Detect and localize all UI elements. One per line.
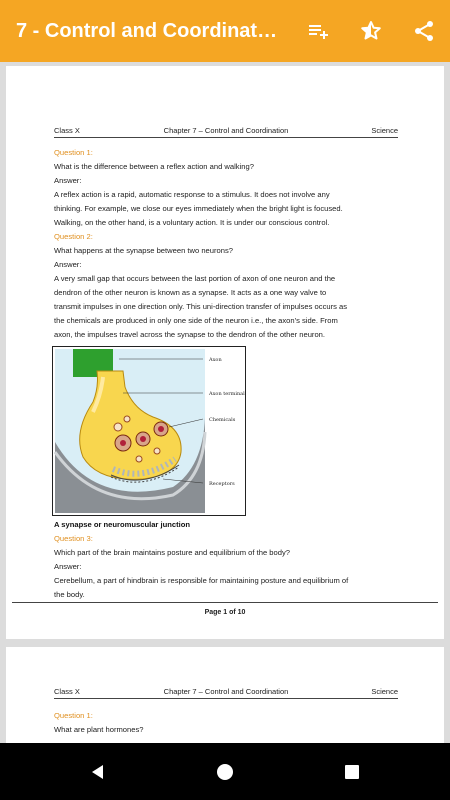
pdf-viewer[interactable] [0,62,450,743]
share-icon[interactable] [410,17,438,45]
figure-label-axon-terminal: Axon terminal [209,391,245,397]
answer-line: A very small gap that occurs between the last portion of axon of one neuron and the [54,274,336,283]
answer-label: Answer: [54,176,82,185]
question-label: Question 1: [54,711,93,720]
page-footer: Page 1 of 10 [12,602,438,616]
synapse-figure [52,346,246,516]
figure-label-chemicals: Chemicals [209,417,236,423]
question-label: Question 3: [54,534,93,543]
answer-label: Answer: [54,260,82,269]
question-text: What is the difference between a reflex action and walking? [54,162,254,171]
pdf-page-1 [6,66,444,639]
answer-line: Walking, on the other hand, is a voluntary action. It is under our conscious control. [54,218,330,227]
answer-label: Answer: [54,562,82,571]
playlist-add-icon[interactable] [304,17,332,45]
question-text: What are plant hormones? [54,725,144,734]
home-icon[interactable] [215,762,235,782]
answer-line: axon, the impulses travel across the synapse to the dendron of the other neuron. [54,330,326,339]
back-icon[interactable] [88,762,108,782]
system-nav-bar [0,743,450,800]
answer-line: Cerebellum, a part of hindbrain is responsible for maintaining posture and equilibrium of [54,576,349,585]
figure-caption: A synapse or neuromuscular junction [54,520,191,529]
document-title: 7 - Control and Coordinat… [16,19,278,42]
header-subject: Science [371,687,398,696]
page-header [54,126,398,138]
question-text: What happens at the synapse between two neurons? [54,246,233,255]
pdf-page-2 [6,647,444,743]
figure-label-receptors: Receptors [209,481,235,487]
answer-line: the body. [54,590,85,599]
app-bar [0,0,450,62]
answer-line: the chemicals are produced in only one side of the neuron i.e., the axon's side. From [54,316,338,325]
page-content [54,709,402,737]
header-class: Class X [54,126,80,135]
page-content [54,146,402,602]
star-half-icon[interactable] [357,17,385,45]
figure-label-axon: Axon [209,357,222,363]
answer-line: A reflex action is a rapid, automatic response to a stimulus. It does not involve any [54,190,330,199]
question-label: Question 1: [54,148,93,157]
header-chapter: Chapter 7 – Control and Coordination [163,687,289,696]
header-class: Class X [54,687,80,696]
answer-line: thinking. For example, we close our eyes immediately when the bright light is focused. [54,204,343,213]
header-subject: Science [371,126,398,135]
synapse-diagram [53,347,245,515]
header-chapter: Chapter 7 – Control and Coordination [163,126,289,135]
answer-line: transmit impulses in one direction only. This uni-direction transfer of impulses occurs as [54,302,348,311]
question-text: Which part of the brain maintains posture and equilibrium of the body? [54,548,290,557]
recents-icon[interactable] [342,762,362,782]
question-label: Question 2: [54,232,93,241]
page-header [54,687,398,699]
answer-line: dendron of the other neuron is known as a synapse. It acts as a one way valve to [54,288,327,297]
